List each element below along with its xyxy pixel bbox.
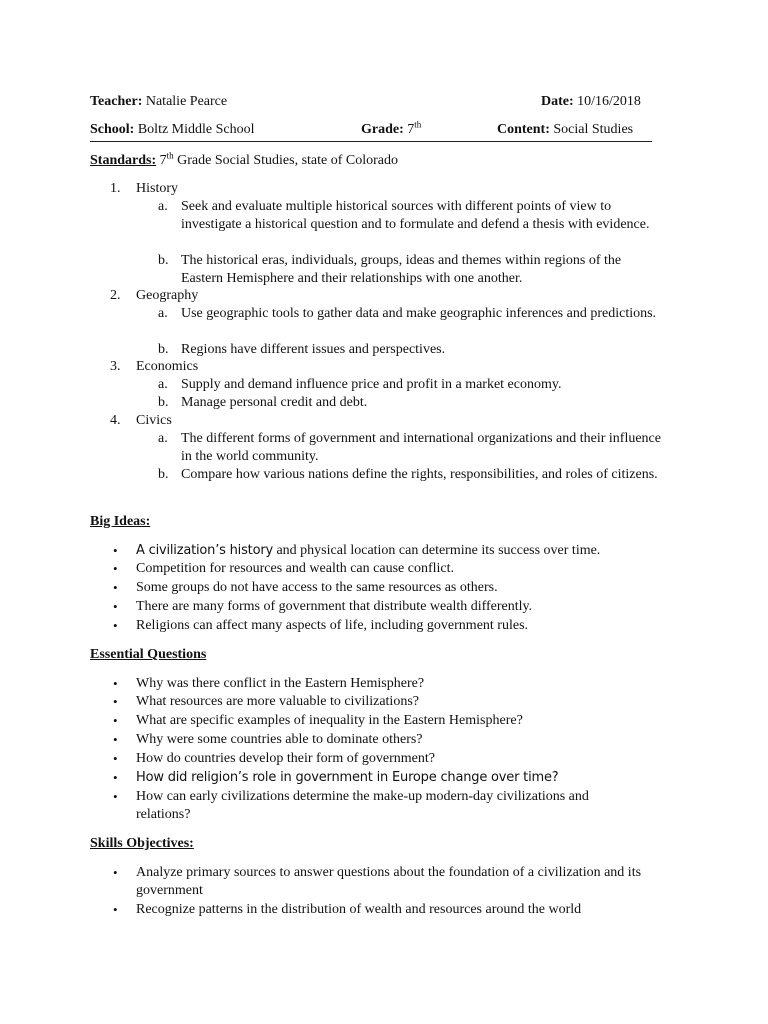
bullet-icon: •	[113, 580, 118, 595]
skills-objective-item: Analyze primary sources to answer questions about the foundation of a civilization and its government	[136, 865, 642, 898]
big-idea-item: Religions can affect many aspects of life, including government rules.	[136, 618, 529, 633]
bullet-icon: •	[113, 713, 118, 728]
date-value: 10/16/2018	[577, 94, 641, 109]
substandard-text: The different forms of government and international organizations and their influence in the world community.	[181, 431, 661, 464]
essential-question-item: Why were some countries able to dominate others?	[136, 732, 423, 747]
standard-civics: Civics	[136, 413, 172, 428]
substandard-text: Compare how various nations define the rights, responsibilities, and roles of citizens.	[181, 467, 658, 482]
substandard-letter: a.	[158, 377, 168, 392]
standards-grade-suffix: th	[166, 150, 174, 161]
grade-line	[361, 121, 421, 139]
standard-number: 4.	[110, 413, 121, 428]
substandard-text: Use geographic tools to gather data and make geographic inferences and predictions.	[181, 306, 657, 321]
school-label: School:	[90, 122, 135, 137]
school-line	[90, 121, 255, 139]
content-label: Content:	[497, 122, 550, 137]
bullet-icon: •	[113, 676, 118, 691]
essential-question-item: Why was there conflict in the Eastern Hemisphere?	[136, 676, 425, 691]
bullet-icon: •	[113, 732, 118, 747]
bullet-icon: •	[113, 902, 118, 917]
standard-history: History	[136, 181, 178, 196]
teacher-label: Teacher:	[90, 94, 143, 109]
grade-value: 7	[407, 122, 415, 137]
substandard-text: Manage personal credit and debt.	[181, 395, 368, 410]
substandard-letter: a.	[158, 431, 168, 446]
big-idea-item: There are many forms of government that distribute wealth differently.	[136, 599, 533, 614]
date-label: Date:	[541, 94, 574, 109]
essential-question-item: What resources are more valuable to civilizations?	[136, 694, 419, 709]
bullet-icon: •	[113, 789, 118, 804]
substandard-text: Supply and demand influence price and profit in a market economy.	[181, 377, 562, 392]
standard-economics: Economics	[136, 359, 199, 374]
bullet-icon: •	[113, 599, 118, 614]
standard-number: 2.	[110, 288, 121, 303]
teacher-name: Natalie Pearce	[145, 94, 228, 109]
bullet-icon: •	[113, 865, 118, 880]
standards-heading	[90, 152, 398, 170]
substandard-letter: a.	[158, 306, 168, 321]
substandard-text: The historical eras, individuals, groups, ideas and themes within regions of the Eastern Hemisphere and their relationships with one another.	[181, 253, 622, 286]
essential-question-item: How did religion’s role in government in Europe change over time?	[136, 770, 559, 785]
big-idea-item: A civilization’s history and physical location can determine its success over time.	[136, 543, 601, 558]
bullet-icon: •	[113, 561, 118, 576]
standard-number: 3.	[110, 359, 121, 374]
grade-suffix: th	[414, 119, 422, 130]
big-idea-item: Competition for resources and wealth can cause conflict.	[136, 561, 454, 576]
essential-questions-heading: Essential Questions	[90, 647, 207, 662]
substandard-letter: a.	[158, 199, 168, 214]
bullet-icon: •	[113, 751, 118, 766]
grade-label: Grade:	[361, 122, 404, 137]
bullet-icon: •	[113, 543, 118, 558]
bullet-icon: •	[113, 694, 118, 709]
content-line	[497, 121, 633, 139]
essential-question-item: How do countries develop their form of government?	[136, 751, 435, 766]
standards-grade: 7	[159, 153, 167, 168]
skills-objective-item: Recognize patterns in the distribution of wealth and resources around the world	[136, 902, 582, 917]
essential-question-item: What are specific examples of inequality in the Eastern Hemisphere?	[136, 713, 523, 728]
standards-description: Grade Social Studies, state of Colorado	[173, 153, 398, 168]
bullet-icon: •	[113, 618, 118, 633]
big-idea-item: Some groups do not have access to the same resources as others.	[136, 580, 498, 595]
header-divider	[90, 141, 652, 142]
substandard-letter: b.	[158, 342, 169, 357]
standard-geography: Geography	[136, 288, 199, 303]
date-line	[541, 93, 641, 111]
content-value: Social Studies	[553, 122, 634, 137]
teacher-line	[90, 93, 227, 111]
substandard-letter: b.	[158, 253, 169, 268]
standard-number: 1.	[110, 181, 121, 196]
big-ideas-heading: Big Ideas:	[90, 514, 151, 529]
standards-label: Standards:	[90, 153, 157, 168]
substandard-text: Seek and evaluate multiple historical sources with different points of view to investigate a historical question and to formulate and defend a thesis with evidence.	[181, 199, 650, 232]
substandard-letter: b.	[158, 467, 169, 482]
bullet-icon: •	[113, 770, 118, 785]
substandard-text: Regions have different issues and perspectives.	[181, 342, 446, 357]
substandard-letter: b.	[158, 395, 169, 410]
skills-objectives-heading: Skills Objectives:	[90, 836, 194, 851]
school-name: Boltz Middle School	[137, 122, 255, 137]
essential-question-item: How can early civilizations determine the make-up modern-day civilizations and relations?	[136, 789, 589, 822]
